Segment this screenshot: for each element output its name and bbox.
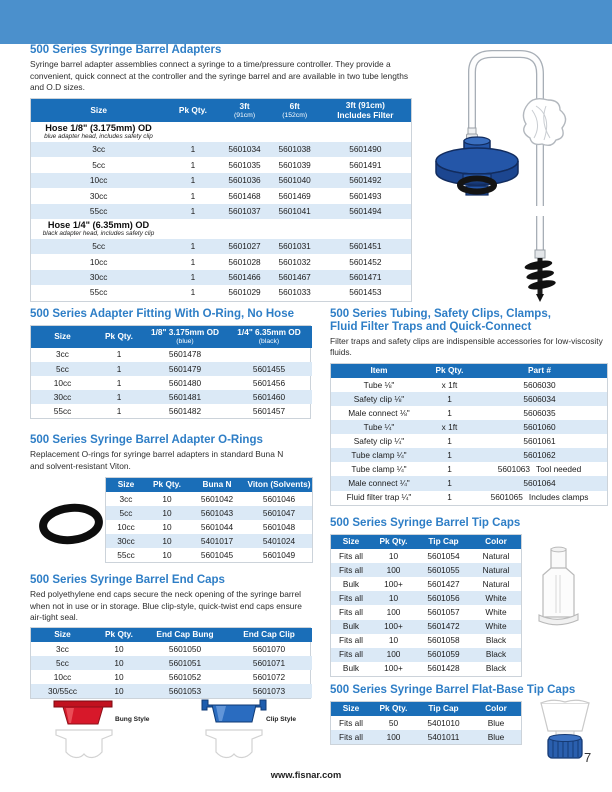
table-cell: 5601453	[349, 287, 382, 298]
table-cell: 5601491	[349, 159, 382, 170]
group-title: Hose 1/4" (6.35mm) OD	[47, 220, 150, 231]
section-adapters	[30, 44, 412, 302]
table-cell: Blue	[471, 730, 521, 744]
clip-style-label: Clip Style	[266, 716, 297, 723]
column-header: Size	[331, 702, 371, 716]
table-cell: Fits all	[331, 730, 371, 744]
tipcaps-table	[330, 534, 522, 677]
o-ring-illustration	[34, 498, 108, 550]
table-cell: White	[471, 620, 521, 634]
table-cell: 5601052	[168, 672, 202, 683]
table-cell: 5601480	[168, 377, 202, 388]
table-cell: 1	[94, 390, 144, 404]
table-cell: 1	[116, 377, 122, 388]
barrel-neck-right	[206, 730, 262, 758]
column-header: Pk Qty.	[94, 628, 144, 642]
column-header: Pk Qty.	[166, 99, 219, 123]
table-row	[331, 634, 521, 648]
table-cell: Tube ⅛"	[363, 379, 395, 390]
table-cell: 5601035	[228, 159, 261, 170]
table-cell: Male connect ⅛"	[348, 407, 410, 418]
table-cell: 1	[166, 239, 219, 254]
cell-note: Tool needed	[536, 464, 582, 475]
table-cell: 5601043	[188, 506, 246, 520]
table-cell: 1	[190, 287, 196, 298]
table-cell: 5601490	[320, 142, 411, 157]
table-cell: 5601478	[168, 349, 202, 360]
table-cell: 5601041	[270, 204, 320, 219]
table-cell: 5601482	[168, 405, 202, 416]
column-header: Part #	[472, 364, 607, 378]
table-cell: 30/55cc	[31, 684, 94, 698]
table-cell: 1	[190, 159, 196, 170]
table-row	[331, 491, 607, 505]
adapters-table	[30, 98, 412, 302]
column-header: Pk Qty.	[371, 535, 416, 549]
data-table	[31, 326, 312, 418]
table-cell: 5606030	[523, 379, 556, 390]
table-row	[31, 362, 312, 376]
table-cell: 5601036	[219, 173, 269, 188]
table-cell: 3cc	[56, 349, 69, 360]
column-header: Pk Qty.	[94, 326, 144, 348]
section-title: 500 Series Syringe Barrel End Caps	[30, 574, 225, 586]
column-header: Tip Cap	[416, 702, 471, 716]
barrel-neck-left	[56, 730, 112, 758]
table-cell: 5601073	[226, 684, 312, 698]
section-fitting	[30, 308, 311, 419]
table-cell: 100	[371, 730, 416, 744]
table-cell: 5601063 Tool needed	[497, 464, 582, 475]
table-cell: 30cc	[106, 534, 146, 548]
table-row	[31, 285, 411, 300]
table-cell: Bulk	[342, 579, 360, 589]
table-cell: 5601481	[144, 390, 226, 404]
table-row	[331, 406, 607, 420]
table-cell: 5606034	[472, 392, 607, 406]
page-number: 7	[584, 750, 592, 765]
table-cell: 5601466	[219, 270, 269, 285]
table-cell: 5601047	[246, 506, 312, 520]
column-header: Pk Qty.	[146, 478, 188, 492]
table-cell: 5601070	[252, 643, 286, 654]
section-title: 500 Series Syringe Barrel Adapters	[30, 44, 222, 56]
table-row	[31, 656, 312, 670]
data-table	[331, 702, 521, 744]
table-cell: 1	[447, 464, 452, 475]
table-cell: 10cc	[53, 672, 72, 683]
table-row	[106, 520, 312, 534]
table-cell: 5cc	[31, 656, 94, 670]
column-header: Size	[31, 326, 94, 348]
table-cell: Fits all	[339, 607, 363, 618]
data-table	[106, 478, 312, 563]
column-header: Color	[471, 535, 521, 549]
column-header: Size	[106, 478, 146, 492]
table-row	[106, 506, 312, 520]
table-cell: 30cc	[31, 390, 94, 404]
table-cell: x 1ft	[441, 379, 458, 390]
bung-cap-red	[54, 701, 112, 724]
table-cell: Natural	[482, 550, 510, 561]
table-cell: Fits all	[331, 591, 371, 605]
table-cell: Fits all	[339, 717, 363, 728]
data-table	[331, 535, 521, 676]
table-row	[331, 605, 521, 619]
table-cell: 100	[386, 607, 401, 618]
table-row	[31, 404, 312, 418]
table-cell: 5601051	[144, 656, 226, 670]
table-cell: 1	[166, 142, 219, 157]
table-cell: 5601452	[349, 256, 382, 267]
table-cell: 5601045	[200, 550, 234, 560]
table-cell: 55cc	[117, 550, 135, 560]
table-cell: 5601457	[252, 405, 286, 416]
section-title: 500 Series Syringe Barrel Tip Caps	[330, 517, 521, 529]
table-cell: 5601072	[252, 672, 286, 683]
table-row	[31, 390, 312, 404]
table-row	[331, 662, 521, 676]
table-cell: 5601039	[278, 159, 311, 170]
table-cell: 5601427	[427, 579, 460, 589]
table-cell: 100	[371, 563, 416, 577]
table-cell: Black	[471, 648, 521, 662]
table-cell: 10	[146, 506, 188, 520]
column-header: Pk Qty.	[427, 364, 472, 378]
table-cell: 100+	[384, 663, 403, 674]
adapter-hub-top	[464, 137, 490, 145]
table-cell: 5601493	[349, 190, 382, 201]
table-cell: 50	[388, 717, 399, 728]
table-row	[331, 434, 607, 448]
tip-cap-illustration	[534, 545, 586, 629]
table-cell: 1	[190, 190, 196, 201]
column-header: 1/8" 3.175mm OD (blue)	[144, 326, 226, 348]
table-cell: Blue	[487, 717, 505, 728]
table-row	[331, 392, 607, 406]
table-cell: 1	[447, 435, 452, 446]
table-cell: 1	[116, 349, 122, 360]
syringe-adapter-assembly-illustration	[408, 46, 610, 302]
table-cell: 10	[162, 550, 172, 560]
table-cell: 5601050	[168, 643, 202, 654]
table-row	[106, 492, 312, 506]
table-row	[331, 591, 521, 605]
table-cell: 10	[388, 550, 399, 561]
table-cell: 5606035	[523, 407, 556, 418]
section-intro: Filter traps and safety clips are indispensible accessories for low-viscosity fluids.	[330, 336, 603, 358]
table-cell: 5cc	[31, 239, 166, 254]
table-cell: 5601053	[144, 684, 226, 698]
table-cell: 5601054	[427, 550, 460, 561]
table-cell: 10cc	[117, 521, 135, 532]
table-cell: Fits all	[339, 550, 363, 561]
section-intro: Red polyethylene end caps secure the neck opening of the syringe barrel when not in use or in storage. Blue clip-style, quick-twist end caps ensure air-tight seal.	[30, 589, 302, 622]
table-cell: 100	[371, 648, 416, 662]
column-header: End Cap Clip	[226, 628, 312, 642]
table-cell: 5601027	[219, 239, 269, 254]
table-cell: 10cc	[89, 256, 108, 267]
column-header: Viton (Solvents)	[246, 478, 312, 492]
table-row	[31, 204, 411, 219]
table-cell: 5601468	[228, 190, 261, 201]
column-header: Size	[31, 628, 94, 642]
table-cell: 5601031	[270, 239, 320, 254]
table-cell: 10cc	[53, 377, 72, 388]
table-cell: 5601032	[278, 256, 311, 267]
table-cell: 10	[114, 672, 124, 683]
table-cell: 5601048	[262, 521, 296, 532]
table-cell: 5601472	[416, 620, 471, 634]
table-cell: 10	[162, 521, 172, 532]
group-title: Hose 1/8" (3.175mm) OD	[45, 123, 152, 134]
tubing-table	[330, 363, 608, 506]
table-cell: 5601062	[472, 448, 607, 462]
section-intro: Replacement O-rings for syringe barrel adapters in standard Buna N and solvent-resistant Viton.	[30, 449, 284, 471]
table-cell: 5cc	[106, 506, 146, 520]
data-table	[331, 364, 607, 505]
table-cell: 5601494	[320, 204, 411, 219]
table-row	[331, 549, 521, 563]
table-cell: 5601044	[200, 521, 234, 532]
table-cell: 3cc	[119, 493, 133, 504]
fitting-tip	[536, 294, 544, 302]
table-cell: 5601040	[270, 173, 320, 188]
table-cell: 5601028	[228, 256, 261, 267]
table-cell: Tube clamp ¼"	[331, 448, 427, 462]
table-row	[31, 270, 411, 285]
section-endcaps	[30, 574, 311, 699]
column-header: Buna N	[188, 478, 246, 492]
table-cell: 5601428	[427, 663, 460, 674]
table-cell: 30cc	[89, 190, 108, 201]
table-cell: 30cc	[31, 270, 166, 285]
table-row	[331, 420, 607, 434]
group-subtitle: blue adapter head, includes safety clip	[44, 133, 153, 141]
table-cell: 1	[427, 476, 472, 490]
table-row	[31, 239, 411, 254]
table-cell: 1	[166, 270, 219, 285]
table-cell: 3cc	[56, 643, 69, 654]
table-cell: Safety clip ⅛"	[331, 392, 427, 406]
table-cell: 5601034	[219, 142, 269, 157]
table-cell: 5601029	[228, 287, 261, 298]
table-row	[31, 254, 411, 269]
column-header: Size	[331, 535, 371, 549]
table-cell: 5601037	[219, 204, 269, 219]
table-cell: 1	[447, 492, 452, 503]
column-header: Item	[331, 364, 427, 378]
flatbase-table	[330, 701, 522, 745]
table-cell: 1	[447, 407, 452, 418]
table-row	[331, 462, 607, 476]
table-row	[331, 448, 607, 462]
table-cell: 10	[146, 534, 188, 548]
table-cell: 55cc	[89, 287, 108, 298]
table-row	[31, 670, 312, 684]
table-cell: Natural	[471, 563, 521, 577]
table-cell: 1	[166, 204, 219, 219]
table-cell: 5601455	[226, 362, 312, 376]
luer-connector	[468, 128, 476, 134]
table-cell: 5601057	[427, 607, 460, 618]
table-cell: 5601038	[270, 142, 320, 157]
table-cell: 5601042	[200, 493, 234, 504]
column-header: Pk Qty.	[371, 702, 416, 716]
table-cell: 1	[190, 256, 196, 267]
column-header: 3ft (91cm)	[219, 99, 269, 123]
table-row	[106, 548, 312, 562]
table-row	[331, 476, 607, 490]
column-header: End Cap Bung	[144, 628, 226, 642]
table-row	[331, 730, 521, 744]
table-cell: 10	[162, 493, 172, 504]
table-cell: Fits all	[339, 635, 363, 646]
table-cell: 1	[427, 392, 472, 406]
table-cell: 3cc	[31, 142, 166, 157]
table-cell: 5601479	[144, 362, 226, 376]
table-cell: 5401011	[416, 730, 471, 744]
section-title-line1: 500 Series Tubing, Safety Clips, Clamps,	[330, 308, 551, 320]
table-row	[31, 642, 312, 656]
table-cell: 5601055	[416, 563, 471, 577]
barrel-connector	[535, 250, 545, 258]
table-cell: 5601071	[226, 656, 312, 670]
table-cell: 5cc	[92, 159, 106, 170]
table-cell: 5601456	[252, 377, 286, 388]
table-cell: 10cc	[31, 173, 166, 188]
table-cell: Natural	[482, 579, 510, 589]
table-cell: 5cc	[31, 362, 94, 376]
table-cell: x 1ft	[427, 420, 472, 434]
table-cell: 10	[388, 635, 399, 646]
column-header: 3ft (91cm) Includes Filter	[320, 99, 411, 123]
clip-cap-blue	[202, 700, 266, 722]
table-row	[331, 563, 521, 577]
section-title-line2: Fluid Filter Traps and Quick-Connect	[330, 320, 532, 333]
table-cell: 5601061	[523, 435, 556, 446]
table-cell: 10	[371, 591, 416, 605]
table-cell: 5401024	[246, 534, 312, 548]
table-cell: 5601471	[320, 270, 411, 285]
table-row	[31, 157, 411, 172]
table-group-row	[31, 122, 411, 141]
table-row	[31, 173, 411, 188]
end-caps-illustration	[30, 696, 312, 768]
table-cell: Tube clamp ¼"	[351, 464, 407, 475]
table-cell: 5601064	[472, 476, 607, 490]
section-title: 500 Series Syringe Barrel Adapter O-Rings	[30, 434, 263, 446]
group-subtitle: black adapter head, includes safety clip	[42, 229, 155, 237]
table-cell: 100+	[384, 579, 403, 589]
column-header: Tip Cap	[416, 535, 471, 549]
column-header: Color	[471, 702, 521, 716]
table-cell: 5601046	[262, 493, 296, 504]
table-cell: 1	[94, 362, 144, 376]
table-cell: 5601467	[270, 270, 320, 285]
table-cell: 5601049	[262, 550, 296, 560]
table-cell: 5601460	[226, 390, 312, 404]
table-cell: Bulk	[342, 663, 360, 674]
table-row	[331, 620, 521, 634]
table-row	[31, 376, 312, 390]
table-cell: Male connect ¼"	[331, 476, 427, 490]
table-cell: White	[471, 591, 521, 605]
table-cell: Safety clip ¼"	[353, 435, 405, 446]
table-cell: 5401017	[188, 534, 246, 548]
cell-note: Includes clamps	[528, 492, 589, 503]
section-intro: Syringe barrel adapter assemblies connect a syringe to a time/pressure controller. They provide a convenient, quick connect at the controller and the syringe barrel and are available in two tube lengths and O.D sizes.	[30, 59, 409, 92]
table-cell: 5601060	[472, 420, 607, 434]
table-cell: Fits all	[331, 563, 371, 577]
column-header: 1/4" 6.35mm OD (black)	[226, 326, 312, 348]
table-row	[31, 142, 411, 157]
table-row	[331, 648, 521, 662]
table-cell: Black	[485, 663, 507, 674]
table-cell: 10	[94, 684, 144, 698]
table-row	[331, 577, 521, 591]
table-cell: Black	[485, 635, 507, 646]
table-cell: 5401010	[427, 717, 460, 728]
table-cell: White	[485, 607, 507, 618]
table-cell: 1	[116, 405, 122, 416]
footer-url: www.fisnar.com	[270, 770, 342, 780]
data-table	[31, 628, 312, 699]
table-cell: Bulk	[331, 620, 371, 634]
table-cell: 5601033	[278, 287, 311, 298]
orings-table	[105, 477, 313, 564]
section-title: 500 Series Syringe Barrel Flat-Base Tip Caps	[330, 684, 576, 696]
table-row	[106, 534, 312, 548]
table-cell: 5601065 Includes clamps	[490, 492, 589, 503]
table-cell: 5601059	[416, 648, 471, 662]
table-cell: 55cc	[31, 204, 166, 219]
fitting-table	[30, 325, 311, 419]
table-row	[31, 348, 312, 362]
table-cell: 5601058	[427, 635, 460, 646]
bung-style-label: Bung Style	[115, 716, 150, 723]
fitting-flanges	[524, 259, 556, 291]
column-header: Size	[31, 99, 166, 123]
section-tubing	[330, 308, 608, 506]
table-row	[331, 716, 521, 730]
table-cell: 1	[166, 173, 219, 188]
column-header: 6ft (152cm)	[270, 99, 320, 123]
table-cell: 5601056	[416, 591, 471, 605]
table-row	[331, 378, 607, 392]
table-cell: Tube ¼"	[331, 420, 427, 434]
table-row	[31, 188, 411, 203]
data-table	[31, 99, 411, 301]
table-cell	[226, 348, 312, 362]
section-title: 500 Series Adapter Fitting With O-Ring, No Hose	[30, 308, 295, 320]
table-cell: 100+	[371, 620, 416, 634]
table-cell: 5601492	[320, 173, 411, 188]
table-cell: Fluid filter trap ¼"	[346, 492, 412, 503]
table-group-row	[31, 219, 411, 238]
table-cell: Fits all	[331, 648, 371, 662]
table-cell: 10	[94, 656, 144, 670]
table-cell: 10	[114, 643, 124, 654]
table-cell: 55cc	[53, 405, 72, 416]
top-band	[0, 0, 612, 44]
endcaps-table	[30, 627, 311, 700]
table-cell: 5601469	[278, 190, 311, 201]
table-cell: 1	[427, 448, 472, 462]
table-cell: 5601451	[320, 239, 411, 254]
